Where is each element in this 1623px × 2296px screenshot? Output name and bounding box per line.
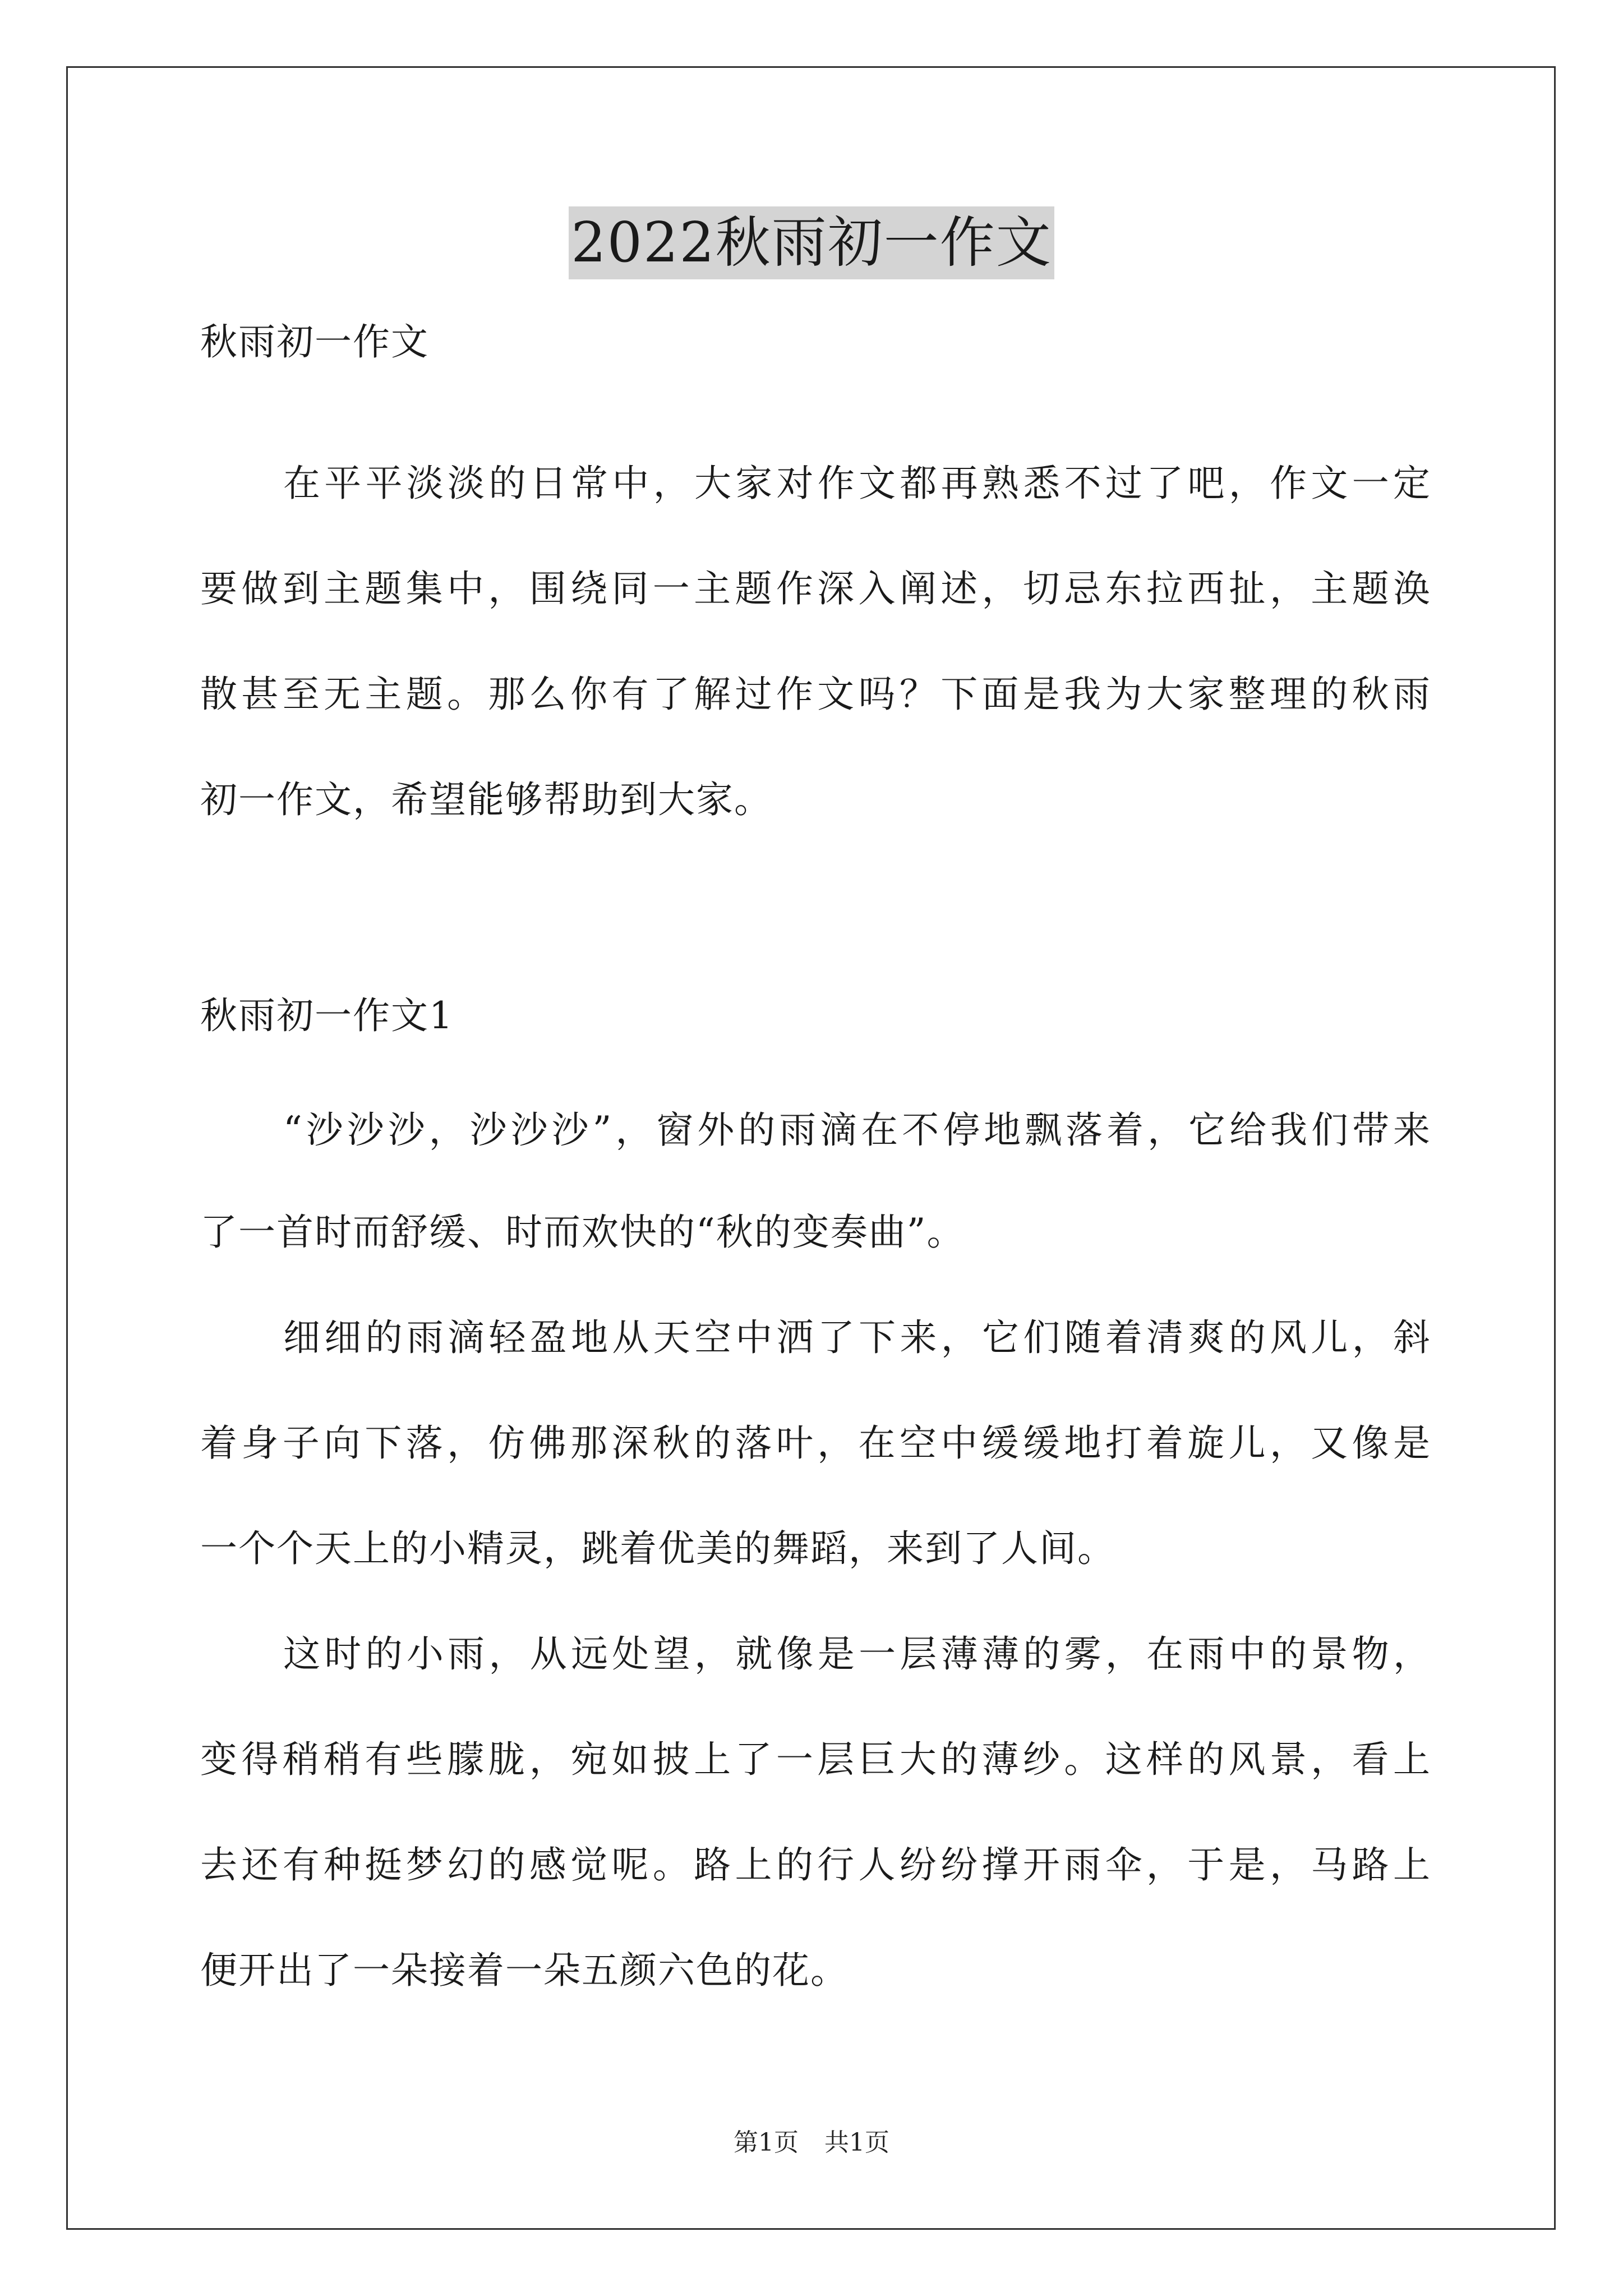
paragraph-line: 初一作文，希望能够帮助到大家。 <box>200 778 772 821</box>
paragraph-line: 变得稍稍有些朦胧，宛如披上了一层巨大的薄纱。这样的风景，看上 <box>200 1738 1431 1781</box>
title-container <box>0 206 1623 279</box>
paragraph-line: 了一首时而舒缓、时而欢快的“秋的变奏曲”。 <box>200 1211 965 1254</box>
section-heading: 秋雨初一作文1 <box>200 994 454 1037</box>
paragraph-line: 在平平淡淡的日常中，大家对作文都再熟悉不过了吧，作文一定 <box>283 462 1431 505</box>
page-number-total: 共1页 <box>824 2128 889 2157</box>
section-heading: 秋雨初一作文 <box>200 320 429 364</box>
page-number-current: 第1页 <box>734 2128 799 2157</box>
paragraph-line: 一个个天上的小精灵，跳着优美的舞蹈，来到了人间。 <box>200 1527 1115 1570</box>
paragraph-line: 着身子向下落，仿佛那深秋的落叶，在空中缓缓地打着旋儿，又像是 <box>200 1421 1431 1465</box>
paragraph-line: 细细的雨滴轻盈地从天空中洒了下来，它们随着清爽的风儿，斜 <box>283 1316 1431 1359</box>
paragraph-line: “沙沙沙，沙沙沙”，窗外的雨滴在不停地飘落着，它给我们带来 <box>283 1108 1431 1152</box>
paragraph-line: 去还有种挺梦幻的感觉呢。路上的行人纷纷撑开雨伞，于是，马路上 <box>200 1843 1431 1887</box>
paragraph-line: 要做到主题集中，围绕同一主题作深入阐述，切忌东拉西扯，主题涣 <box>200 567 1431 610</box>
paragraph-line: 散甚至无主题。那么你有了解过作文吗？下面是我为大家整理的秋雨 <box>200 673 1431 716</box>
document-title: 2022秋雨初一作文 <box>569 206 1054 279</box>
page-footer <box>0 2126 1623 2160</box>
paragraph-line: 便开出了一朵接着一朵五颜六色的花。 <box>200 1949 849 1992</box>
paragraph-line: 这时的小雨，从远处望，就像是一层薄薄的雾，在雨中的景物， <box>283 1632 1431 1676</box>
